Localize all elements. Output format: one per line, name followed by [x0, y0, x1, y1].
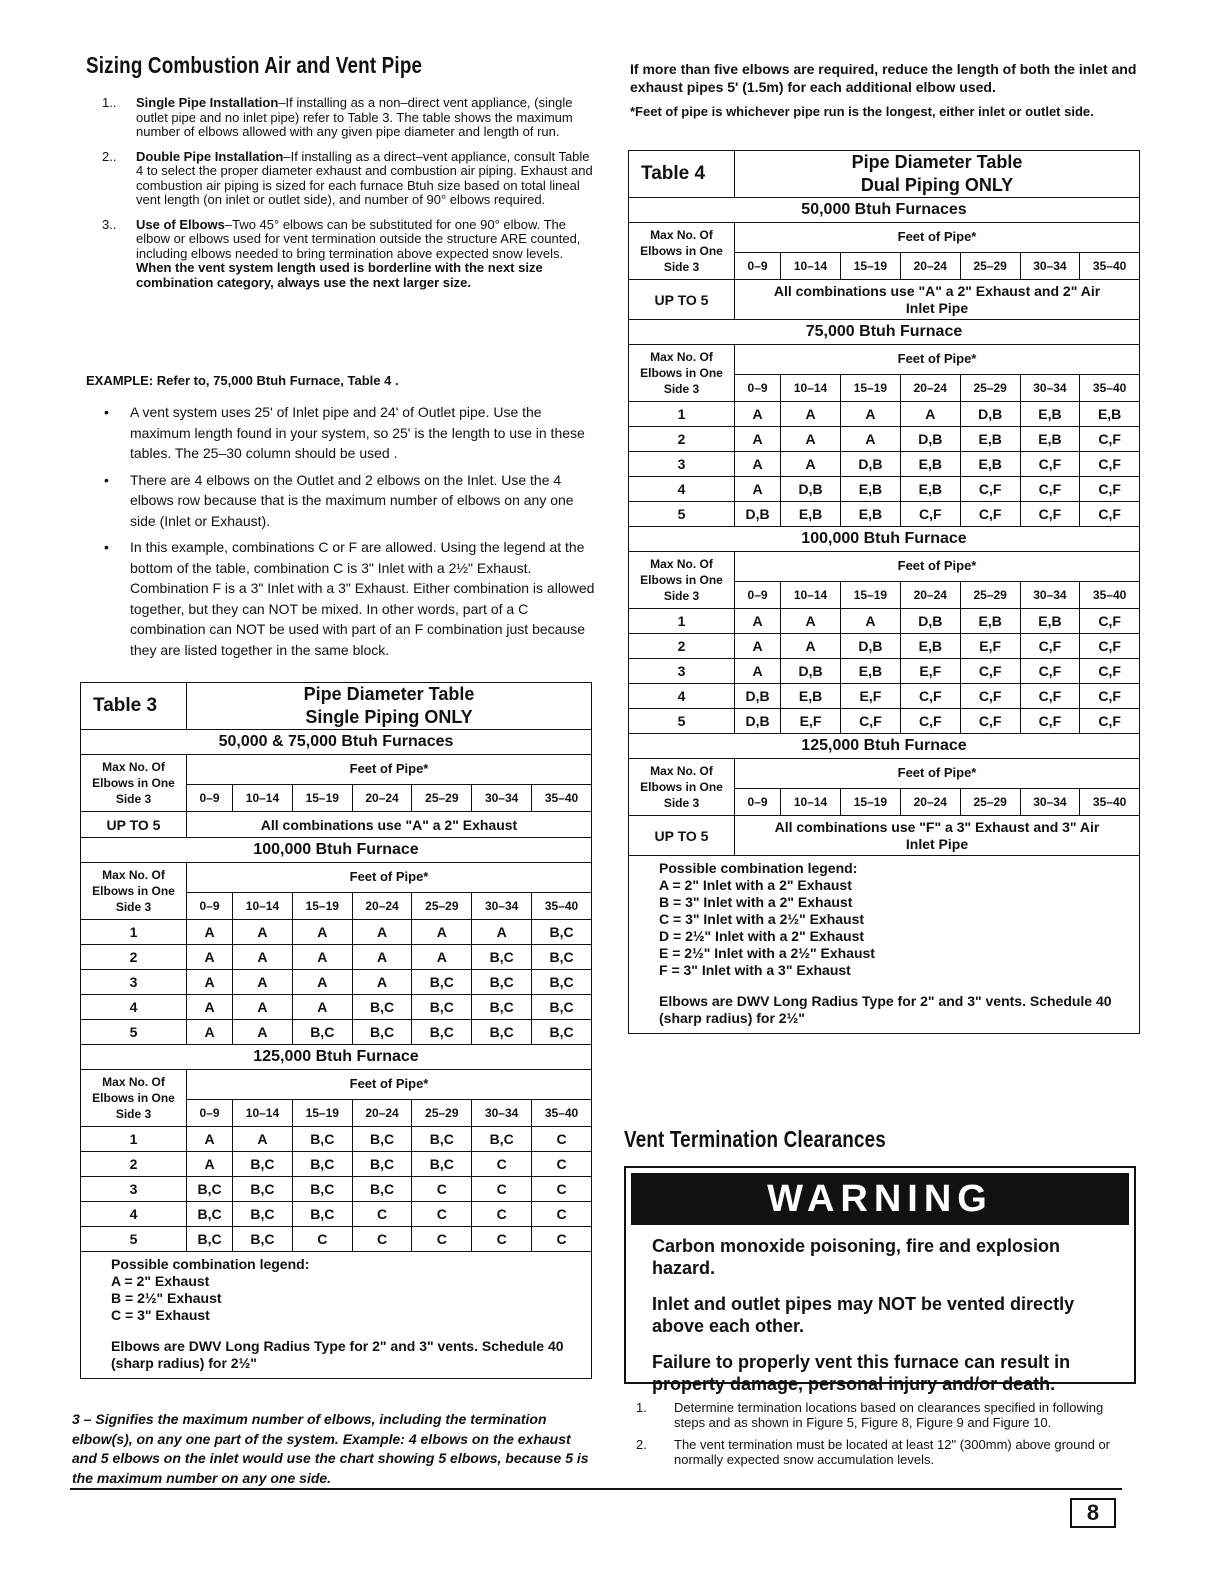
combination-legend: Possible combination legend: A = 2" Exhaust B = 2½" Exhaust C = 3" Exhaust Elbows are DWV Long Radius Type for 2" and 3" vents. Schedule 40 (sharp radius) for 2½"	[81, 1252, 592, 1379]
termination-steps	[636, 1400, 1126, 1474]
feet-of-pipe-header: Feet of Pipe*	[187, 863, 592, 893]
table-row: 4 B,C B,C B,C C C C C	[81, 1202, 592, 1227]
section-note: All combinations use "F" a 3" Exhaust and 3" Air Inlet Pipe	[735, 816, 1140, 856]
bullet-item: • In this example, combinations C or F are allowed. Using the legend at the bottom of the table, combination C is 3" Inlet with a 2½" Exhaust. Combination F is a 3" Inlet with a 3" Exhaust. Either combination is allowed together, but they can NOT be mixed. In other words, part of a C combination can NOT be used with part of an F combination just because they are listed together in the same block.	[104, 539, 595, 658]
table-4: Table 4 Pipe Diameter Table Dual Piping ONLY 50,000 Btuh Furnaces Max No. Of Elbows in One Side 3 Feet of Pipe* 0–9 10–14 15–19 20–24 25–29 30–34 35–40 UP TO 5 All combinations use "A" a 2" Exhaust and 2" Air Inlet Pipe 75,000 Btuh Furnace Max No. Of Elbows in One Side 3 Feet of Pipe* 0–9 10–14 15–19 20–24 25–29 30–34 35–40 1 A A A A D,B E,B E,B 2 A A A D,B E,B E,B C,F 3 A A D,B E,B E,B C,F C,F 4 A D,B E,B E,B C,F C,F C,F 5 D,B E,B E,B C,F C,F C,F C,F 100,000 Btuh Furnace Max No. Of Elbows in One Side 3 Feet of Pipe* 0–9 10–14 15–19 20–24 25–29 30–34 35–40 1 A A A D,B E,B E,B C,F 2 A A D,B E,B E,F C,F C,F 3 A D,B E,B E,F C,F C,F C,F 4 D,B E,B E,F C,F C,F C,F C,F 5 D,B E,F C,F C,F C,F C,F C,F 125,000 Btuh Furnace Max No. Of Elbows in One Side 3 Feet of Pipe* 0–9 10–14 15–19 20–24 25–29 30–34 35–40 UP TO 5 All combinations use "F" a 3" Exhaust and 3" Air Inlet Pipe Possible combination legend: A = 2" Inlet with a 2" Exhaust B = 3" Inlet with a 2" Exhaust C = 3" Inlet with a 2½" Exhaust D = 2½" Inlet with a 2" Exhaust E = 2½" Inlet with a 2½" Exhaust F = 3" Inlet with a 3" Exhaust Elbows are DWV Long Radius Type for 2" and 3" vents. Schedule 40 (sharp radius) for 2½"	[628, 150, 1140, 1034]
page-number: 8	[1070, 1498, 1116, 1528]
instruction-item: 1.. Single Pipe Installation–If installing as a non–direct vent appliance, (single outlet pipe and no inlet pipe) refer to Table 3. The table shows the maximum number of elbows allowed with any given pipe diameter and length of run.	[102, 95, 573, 139]
instruction-list	[102, 96, 596, 300]
footnote: 3 – Signifies the maximum number of elbows, including the termination elbow(s), on any one part of the system. Example: 4 elbows on the exhaust and 5 elbows on the inlet would use the chart showing 5 elbows, because 5 is the maximum number on any one side.	[72, 1411, 589, 1486]
feet-of-pipe-header: Feet of Pipe*	[735, 759, 1140, 789]
elbow-note: Elbows are DWV Long Radius Type for 2" and 3" vents. Schedule 40 (sharp radius) for 2½"	[111, 1338, 564, 1371]
table-label: Table 4	[629, 151, 735, 198]
table-title: Pipe Diameter Table Single Piping ONLY	[187, 683, 592, 730]
section-heading-sizing: Sizing Combustion Air and Vent Pipe	[86, 52, 423, 78]
feet-of-pipe-header: Feet of Pipe*	[735, 345, 1140, 375]
feet-of-pipe-header: Feet of Pipe*	[187, 755, 592, 785]
section-note: All combinations use "A" a 2" Exhaust and 2" Air Inlet Pipe	[735, 280, 1140, 320]
section-note: All combinations use "A" a 2" Exhaust	[187, 812, 592, 838]
table-row: 3 A A D,B E,B E,B C,F C,F	[629, 452, 1140, 477]
max-elbows-header: Max No. Of Elbows in One Side 3	[81, 863, 187, 920]
bottom-rule	[70, 1488, 1122, 1490]
warning-line: Carbon monoxide poisoning, fire and explosion hazard.	[652, 1236, 1061, 1278]
max-elbows-header: Max No. Of Elbows in One Side 3	[629, 223, 735, 280]
table-label: Table 3	[81, 683, 187, 730]
warning-box	[624, 1166, 1136, 1394]
section-header: 125,000 Btuh Furnace	[81, 1045, 592, 1070]
up-to-5-label: UP TO 5	[629, 280, 735, 320]
table-title: Pipe Diameter Table Dual Piping ONLY	[735, 151, 1140, 198]
elbow-reduction-note: If more than five elbows are required, reduce the length of both the inlet and exhaust pipes 5' (1.5m) for each additional elbow used.	[630, 61, 1137, 95]
up-to-5-label: UP TO 5	[629, 816, 735, 856]
warning-line: Failure to properly vent this furnace can result in property damage, personal injury and/or death.	[652, 1352, 1071, 1394]
table-row: 3 A D,B E,B E,F C,F C,F C,F	[629, 659, 1140, 684]
section-header: 75,000 Btuh Furnace	[629, 320, 1140, 345]
section-header: 100,000 Btuh Furnace	[81, 838, 592, 863]
up-to-5-label: UP TO 5	[81, 812, 187, 838]
section-header: 100,000 Btuh Furnace	[629, 527, 1140, 552]
table-row: 3 B,C B,C B,C B,C C C C	[81, 1177, 592, 1202]
combination-legend: Possible combination legend: A = 2" Inlet with a 2" Exhaust B = 3" Inlet with a 2" Exhaust C = 3" Inlet with a 2½" Exhaust D = 2½" Inlet with a 2" Exhaust E = 2½" Inlet with a 2½" Exhaust F = 3" Inlet with a 3" Exhaust Elbows are DWV Long Radius Type for 2" and 3" vents. Schedule 40 (sharp radius) for 2½"	[629, 856, 1140, 1034]
table-row: 5 D,B E,F C,F C,F C,F C,F C,F	[629, 709, 1140, 734]
feet-of-pipe-note: *Feet of pipe is whichever pipe run is the longest, either inlet or outlet side.	[630, 104, 1094, 119]
max-elbows-header: Max No. Of Elbows in One Side 3	[629, 345, 735, 402]
table-row: 3 A A A A B,C B,C B,C	[81, 970, 592, 995]
bullet-item: • A vent system uses 25' of Inlet pipe and 24' of Outlet pipe. Use the maximum length found in your system, so 25' is the length to use in these tables. The 25–30 column should be used .	[104, 404, 585, 461]
instruction-item: 2.. Double Pipe Installation–If installing as a direct–vent appliance, consult Table 4 to select the proper diameter exhaust and combustion air piping. Exhaust and combustion air piping is sized for each furnace Btuh size based on total lineal vent length (on inlet or outlet side), and number of 90° elbows required.	[102, 148, 593, 207]
table-row: 5 D,B E,B E,B C,F C,F C,F C,F	[629, 502, 1140, 527]
example-bullets	[104, 402, 596, 666]
table-row: 2 A A A A A B,C B,C	[81, 945, 592, 970]
table-row: 5 A A B,C B,C B,C B,C B,C	[81, 1020, 592, 1045]
max-elbows-header: Max No. Of Elbows in One Side 3	[81, 755, 187, 812]
table-row: 4 A A A B,C B,C B,C B,C	[81, 995, 592, 1020]
max-elbows-header: Max No. Of Elbows in One Side 3	[81, 1070, 187, 1127]
table-row: 1 A A B,C B,C B,C B,C C	[81, 1127, 592, 1152]
table-row: 5 B,C B,C C C C C C	[81, 1227, 592, 1252]
max-elbows-header: Max No. Of Elbows in One Side 3	[629, 552, 735, 609]
elbow-note: Elbows are DWV Long Radius Type for 2" and 3" vents. Schedule 40 (sharp radius) for 2½"	[659, 993, 1112, 1026]
table-row: 2 A B,C B,C B,C B,C C C	[81, 1152, 592, 1177]
step-item: 1. Determine termination locations based on clearances specified in following steps and as shown in Figure 5, Figure 8, Figure 9 and Figure 10.	[636, 1400, 1104, 1430]
table-3: Table 3 Pipe Diameter Table Single Piping ONLY 50,000 & 75,000 Btuh Furnaces Max No. Of Elbows in One Side 3 Feet of Pipe* 0–9 10–14 15–19 20–24 25–29 30–34 35–40 UP TO 5 All combinations use "A" a 2" Exhaust 100,000 Btuh Furnace Max No. Of Elbows in One Side 3 Feet of Pipe* 0–9 10–14 15–19 20–24 25–29 30–34 35–40 1 A A A A A A B,C 2 A A A A A B,C B,C 3 A A A A B,C B,C B,C 4 A A A B,C B,C B,C B,C 5 A A B,C B,C B,C B,C B,C 125,000 Btuh Furnace Max No. Of Elbows in One Side 3 Feet of Pipe* 0–9 10–14 15–19 20–24 25–29 30–34 35–40 1 A A B,C B,C B,C B,C C 2 A B,C B,C B,C B,C C C 3 B,C B,C B,C B,C C C C 4 B,C B,C B,C C C C C 5 B,C B,C C C C C C Possible combination legend: A = 2" Exhaust B = 2½" Exhaust C = 3" Exhaust Elbows are DWV Long Radius Type for 2" and 3" vents. Schedule 40 (sharp radius) for 2½"	[80, 682, 592, 1379]
example-label: EXAMPLE: Refer to, 75,000 Btuh Furnace, Table 4 .	[86, 373, 399, 388]
section-header: 125,000 Btuh Furnace	[629, 734, 1140, 759]
table-row: 1 A A A A D,B E,B E,B	[629, 402, 1140, 427]
section-header: 50,000 Btuh Furnaces	[629, 198, 1140, 223]
section-header: 50,000 & 75,000 Btuh Furnaces	[81, 730, 592, 755]
table-row: 4 A D,B E,B E,B C,F C,F C,F	[629, 477, 1140, 502]
section-heading-vent-termination: Vent Termination Clearances	[624, 1126, 886, 1152]
feet-of-pipe-header: Feet of Pipe*	[187, 1070, 592, 1100]
warning-line: Inlet and outlet pipes may NOT be vented directly above each other.	[652, 1294, 1075, 1336]
instruction-item: 3.. Use of Elbows–Two 45° elbows can be substituted for one 90° elbow. The elbow or elbows used for vent termination outside the structure ARE counted, including elbows needed to bring termination above expected snow levels. When the vent system length used is borderline with the next size combination category, always use the next larger size.	[102, 216, 581, 290]
table-row: 1 A A A A A A B,C	[81, 920, 592, 945]
feet-of-pipe-header: Feet of Pipe*	[735, 223, 1140, 253]
max-elbows-header: Max No. Of Elbows in One Side 3	[629, 759, 735, 816]
feet-of-pipe-header: Feet of Pipe*	[735, 552, 1140, 582]
table-row: 2 A A A D,B E,B E,B C,F	[629, 427, 1140, 452]
table-row: 4 D,B E,B E,F C,F C,F C,F C,F	[629, 684, 1140, 709]
bullet-item: • There are 4 elbows on the Outlet and 2 elbows on the Inlet. Use the 4 elbows row because that is the maximum number of elbows on any one side (Inlet or Exhaust).	[104, 471, 574, 529]
step-item: 2. The vent termination must be located at least 12" (300mm) above ground or normally expected snow accumulation levels.	[636, 1437, 1111, 1467]
table-row: 1 A A A D,B E,B E,B C,F	[629, 609, 1140, 634]
table-row: 2 A A D,B E,B E,F C,F C,F	[629, 634, 1140, 659]
warning-banner: WARNING	[631, 1173, 1129, 1225]
